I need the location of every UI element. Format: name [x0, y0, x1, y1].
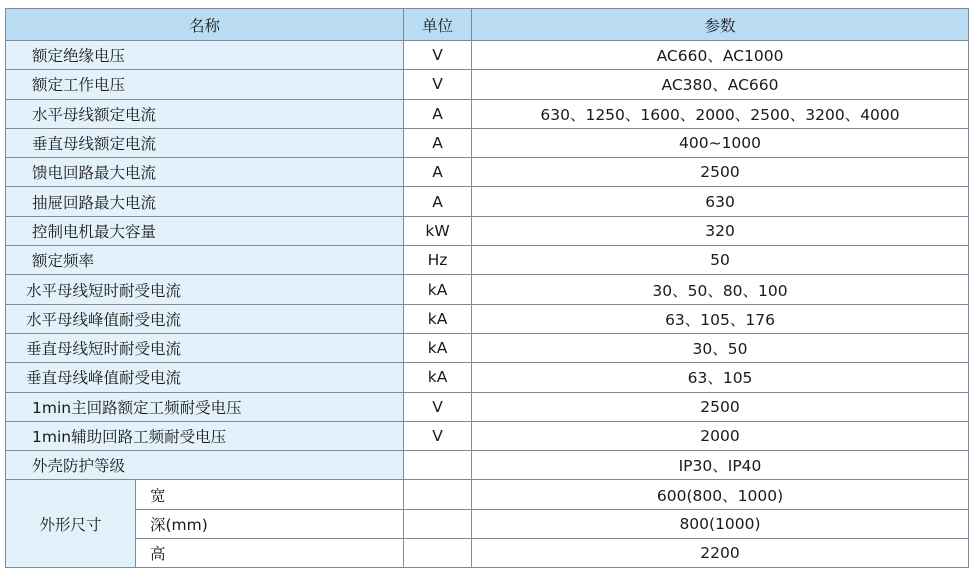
row-unit: A	[404, 187, 472, 216]
row-param: 400~1000	[472, 128, 969, 157]
table-row	[6, 70, 969, 99]
dimension-name: 深(mm)	[136, 509, 404, 538]
row-name: 垂直母线峰值耐受电流	[6, 363, 404, 392]
row-unit: V	[404, 421, 472, 450]
row-unit: A	[404, 158, 472, 187]
table-row	[6, 392, 969, 421]
row-unit: kA	[404, 363, 472, 392]
row-param: 2500	[472, 158, 969, 187]
row-param: AC660、AC1000	[472, 41, 969, 70]
row-name: 控制电机最大容量	[6, 216, 404, 245]
row-name: 水平母线峰值耐受电流	[6, 304, 404, 333]
row-name: 1min辅助回路工频耐受电压	[6, 421, 404, 450]
dimension-param: 800(1000)	[472, 509, 969, 538]
header-name: 名称	[6, 9, 404, 41]
table-row	[6, 421, 969, 450]
row-name: 垂直母线短时耐受电流	[6, 333, 404, 362]
dimension-param: 2200	[472, 539, 969, 568]
header-unit: 单位	[404, 9, 472, 41]
row-unit: Hz	[404, 246, 472, 275]
row-unit: kA	[404, 304, 472, 333]
header-row	[6, 9, 969, 41]
dimensions-label: 外形尺寸	[6, 480, 136, 568]
row-name: 额定工作电压	[6, 70, 404, 99]
row-unit: A	[404, 99, 472, 128]
table-row	[6, 509, 969, 538]
dimension-unit	[404, 539, 472, 568]
table-row	[6, 539, 969, 568]
row-param: 2500	[472, 392, 969, 421]
row-name: 垂直母线额定电流	[6, 128, 404, 157]
row-name: 额定绝缘电压	[6, 41, 404, 70]
row-name: 水平母线额定电流	[6, 99, 404, 128]
table-row	[6, 187, 969, 216]
table-row	[6, 246, 969, 275]
dimension-param: 600(800、1000)	[472, 480, 969, 509]
table-row	[6, 304, 969, 333]
row-unit: V	[404, 392, 472, 421]
row-param: 630	[472, 187, 969, 216]
table-row	[6, 333, 969, 362]
table-row	[6, 275, 969, 304]
spec-table-container	[5, 8, 969, 568]
row-name: 水平母线短时耐受电流	[6, 275, 404, 304]
dimension-unit	[404, 480, 472, 509]
row-param: 63、105、176	[472, 304, 969, 333]
row-name: 1min主回路额定工频耐受电压	[6, 392, 404, 421]
table-row	[6, 451, 969, 480]
row-param: 50	[472, 246, 969, 275]
table-row	[6, 363, 969, 392]
row-unit	[404, 451, 472, 480]
row-name: 额定频率	[6, 246, 404, 275]
row-unit: V	[404, 70, 472, 99]
table-row	[6, 41, 969, 70]
table-row	[6, 480, 969, 509]
row-param: 30、50、80、100	[472, 275, 969, 304]
dimension-name: 宽	[136, 480, 404, 509]
spec-table	[5, 8, 969, 568]
row-unit: V	[404, 41, 472, 70]
row-unit: kW	[404, 216, 472, 245]
row-name: 外壳防护等级	[6, 451, 404, 480]
row-unit: kA	[404, 333, 472, 362]
row-param: 63、105	[472, 363, 969, 392]
row-name: 馈电回路最大电流	[6, 158, 404, 187]
row-unit: kA	[404, 275, 472, 304]
row-param: IP30、IP40	[472, 451, 969, 480]
dimension-unit	[404, 509, 472, 538]
table-row	[6, 128, 969, 157]
table-row	[6, 158, 969, 187]
row-name: 抽屉回路最大电流	[6, 187, 404, 216]
row-param: AC380、AC660	[472, 70, 969, 99]
row-unit: A	[404, 128, 472, 157]
row-param: 2000	[472, 421, 969, 450]
row-param: 30、50	[472, 333, 969, 362]
header-param: 参数	[472, 9, 969, 41]
table-row	[6, 99, 969, 128]
row-param: 630、1250、1600、2000、2500、3200、4000	[472, 99, 969, 128]
dimension-name: 高	[136, 539, 404, 568]
table-row	[6, 216, 969, 245]
row-param: 320	[472, 216, 969, 245]
